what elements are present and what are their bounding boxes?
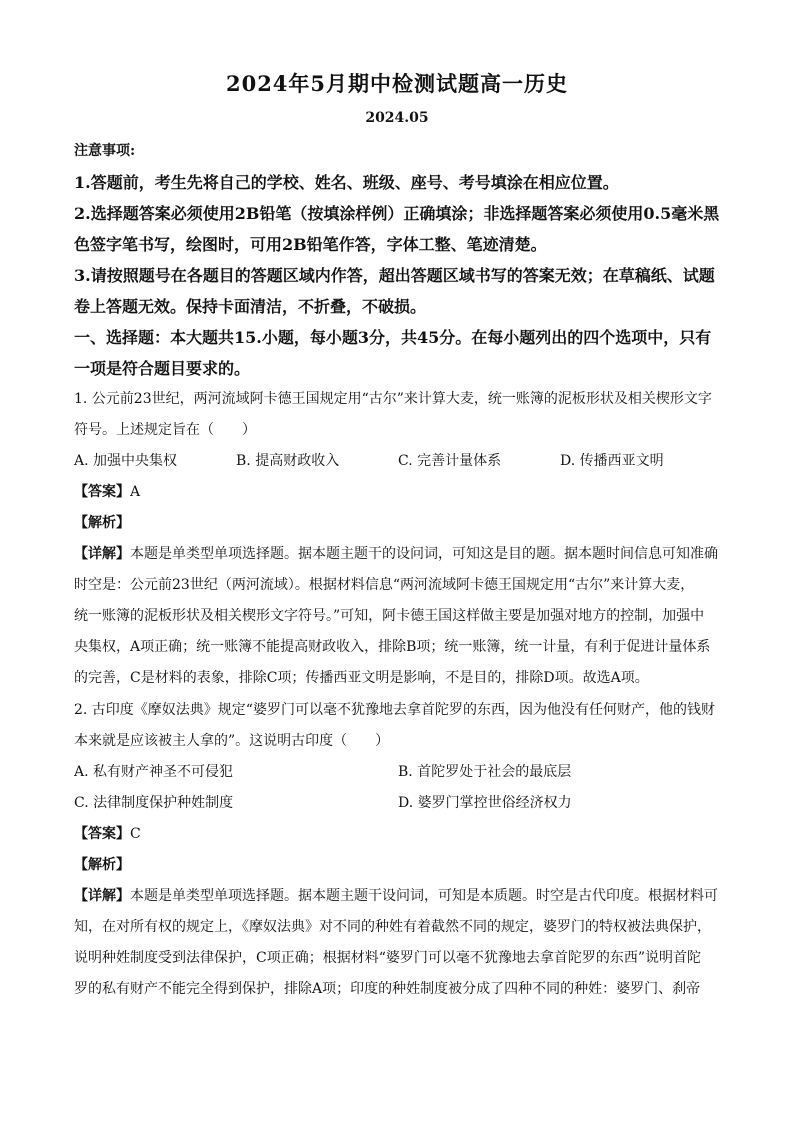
- detail-line: [74, 881, 724, 912]
- notice-heading: 注意事项:: [74, 143, 136, 159]
- answer-value: A: [130, 484, 141, 500]
- option-list: [74, 757, 724, 788]
- option-list: [74, 446, 724, 477]
- notice-section: [74, 136, 724, 384]
- notice-item: 1.答题前，考生先将自己的学校、姓名、班级、座号、考号填涂在相应位置。: [74, 173, 619, 192]
- question-stem: 2. 古印度《摩奴法典》规定“婆罗门可以毫不犹豫地去拿首陀罗的东西，因为他没有任何财产，他的钱财: [74, 702, 715, 718]
- detail-text: 知，在对所有权的规定上，《摩奴法典》对不同的种姓有着截然不同的规定，婆罗门的特权被法典保护，: [74, 919, 711, 935]
- page-title: 2024年5月期中检测试题高一历史: [225, 71, 569, 96]
- option-b: B. 首陀罗处于社会的最底层: [398, 764, 572, 780]
- option-b: B. 提高财政收入: [236, 453, 340, 469]
- option-d: D. 传播西亚文明: [560, 453, 664, 469]
- answer-tag: 【答案】: [74, 826, 130, 842]
- question-stem: 符号。上述规定旨在（ ）: [74, 422, 256, 438]
- detail-text: 说明种姓制度受到法律保护，C项正确；根据材料“婆罗门可以毫不犹豫地去拿首陀罗的东西”说明首陀: [74, 950, 702, 966]
- detail-text: 罗的私有财产不能完全得到保护，排除A项；印度的种姓制度被分成了四种不同的种姓：婆罗门、刹帝: [74, 981, 701, 997]
- detail-text: 本题是单类型单项选择题。据本题主题干设问词，可知是本质题。时空是古代印度。根据材料可: [130, 888, 718, 904]
- detail-text: 统一账簿的泥板形状及相关楔形文字符号。”可知，阿卡德王国这样做主要是加强对地方的控制，加强中: [74, 608, 705, 624]
- detail-tag: 【详解】: [74, 546, 130, 562]
- notice-item: 3.请按照题号在各题目的答题区域内作答，超出答题区域书写的答案无效；在草稿纸、试题: [74, 266, 715, 285]
- section-heading: 一、选择题：本大题共15.小题，每小题3分，共45分。在每小题列出的四个选项中，只有: [74, 328, 712, 347]
- detail-text: 本题是单类型单项选择题。据本题主题干的设问词，可知这是目的题。据本题时间信息可知准确: [130, 546, 718, 562]
- notice-item: 2.选择题答案必须使用2B铅笔（按填涂样例）正确填涂；非选择题答案必须使用0.5毫米黑: [74, 204, 720, 223]
- notice-item: 卷上答题无效。保持卡面清洁，不折叠，不破损。: [74, 297, 427, 316]
- analysis-tag: 【解析】: [74, 857, 130, 873]
- option-a: A. 加强中央集权: [74, 453, 178, 469]
- notice-item: 色签字笔书写，绘图时，可用2B铅笔作答，字体工整、笔迹清楚。: [74, 235, 547, 254]
- option-d: D. 婆罗门掌控世俗经济权力: [398, 795, 572, 811]
- detail-text: 时空是：公元前23世纪（两河流域）。根据材料信息“两河流域阿卡德王国规定用“古尔”来计算大麦，: [74, 577, 695, 593]
- question-2: [74, 695, 724, 1005]
- option-a: A. 私有财产神圣不可侵犯: [74, 764, 234, 780]
- answer-tag: 【答案】: [74, 484, 130, 500]
- detail-tag: 【详解】: [74, 888, 130, 904]
- analysis-tag: 【解析】: [74, 515, 130, 531]
- answer-line: [74, 477, 724, 508]
- exam-date: 2024.05: [365, 110, 429, 126]
- question-1: [74, 384, 724, 694]
- answer-line: [74, 819, 724, 850]
- question-stem: 本来就是应该被主人拿的”。这说明古印度（ ）: [74, 733, 390, 749]
- answer-value: C: [130, 826, 141, 842]
- detail-text: 央集权，A项正确；统一账簿不能提高财政收入，排除B项；统一账簿，统一计量，有利于促进计量体系: [74, 639, 711, 655]
- option-c: C. 完善计量体系: [398, 453, 502, 469]
- option-c: C. 法律制度保护种姓制度: [74, 795, 234, 811]
- option-list: [74, 788, 724, 819]
- detail-line: [74, 539, 724, 570]
- section-heading: 一项是符合题目要求的。: [74, 359, 251, 378]
- question-stem: 1. 公元前23世纪，两河流域阿卡德王国规定用“古尔”来计算大麦，统一账簿的泥板形状及相关楔形文字: [74, 391, 712, 407]
- detail-text: 的完善，C是材料的表象，排除C项；传播西亚文明是影响，不是目的，排除D项。故选A项。: [74, 670, 649, 686]
